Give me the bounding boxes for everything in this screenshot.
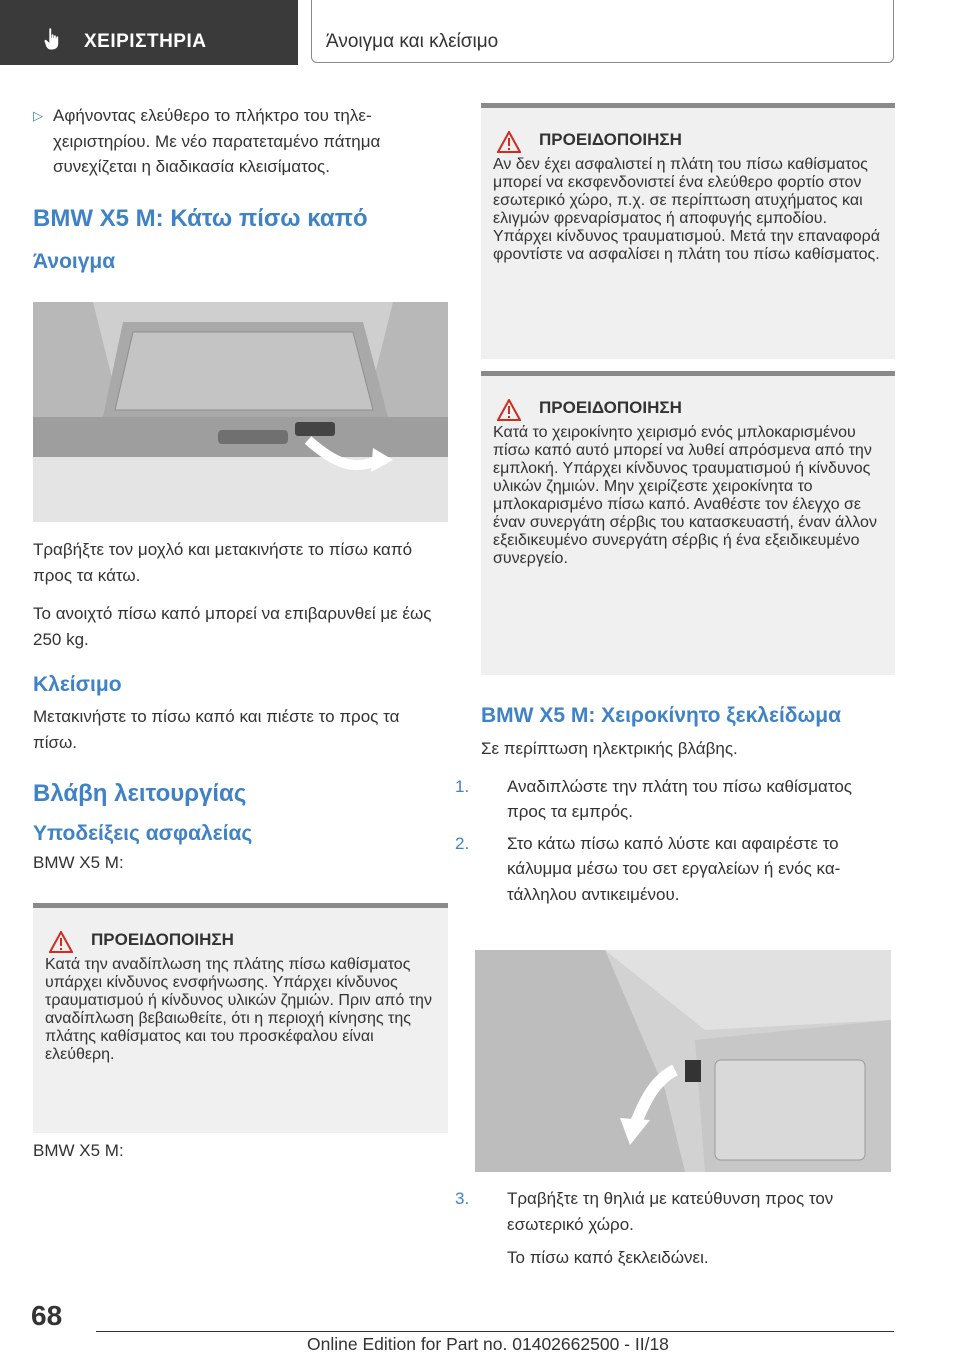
- footer-edition: Online Edition for Part no. 01402662500 - II/18: [307, 1334, 669, 1354]
- model-label-1: BMW X5 M:: [33, 853, 124, 873]
- left-column: [33, 103, 448, 275]
- step-text: Αναδιπλώστε την πλάτη του πίσω καθίσματος προς τα εμπρός.: [507, 776, 852, 822]
- bullet-item: [33, 103, 448, 180]
- step-number: 3.: [455, 1189, 470, 1208]
- hand-pointer-icon: [40, 25, 68, 53]
- header-section-label: ΧΕΙΡΙΣΤΗΡΙΑ: [84, 31, 207, 52]
- warning-triangle-icon: [497, 399, 521, 421]
- warning-title: ΠΡΟΕΙΔΟΠΟΙΗΣΗ: [45, 930, 438, 950]
- footer-rule: [96, 1331, 894, 1332]
- warning-text: Κατά την αναδίπλωση της πλάτης πίσω καθίσματος υπάρχει κίνδυνος ενσφήνωσης. Υπάρχει κίνδυνος τραυματισμού ή κίνδυνος υλικών ζημιών. Πριν από την αναδίπλωση βεβαιωθείτε, ότι η περιοχή κίνησης της πλάτης καθίσματος και του προσκέφαλου είναι ελεύθερη.: [45, 956, 432, 1063]
- fault-intro: Σε περίπτωση ηλεκτρικής βλάβης.: [481, 739, 738, 758]
- left-column-2: [33, 537, 448, 876]
- warning-triangle-icon: [49, 931, 73, 953]
- warning-title: ΠΡΟΕΙΔΟΠΟΙΗΣΗ: [493, 130, 885, 150]
- close-instruction: Μετακινήστε το πίσω καπό και πιέστε το προς τα πίσω.: [33, 706, 400, 752]
- triangle-bullet-icon: ▷: [33, 108, 43, 123]
- step-1: [455, 774, 895, 825]
- step-3: [455, 1186, 895, 1237]
- warning-text: Κατά το χειροκίνητο χειρισμό ενός μπλοκαρισμένου πίσω καπό αυτό μπορεί να λυθεί απρόσμενα από την εμπλοκή. Υπάρχει κίνδυνος τραυματισμού ή κίνδυνος υλικών ζημιών. Μην χειρίζεστε χειροκίνητα το μπλοκαρισμένο πίσω καπό. Αναθέστε τον έλεγχο σε έναν συνεργάτη σέρβις του κατασκευαστή, έναν άλλον εξειδικευμένο συνεργάτη σέρβις ή ένα εξειδικευμένο συνεργείο.: [493, 424, 877, 567]
- left-column-3: [33, 1138, 448, 1164]
- right-column-2: [455, 1186, 895, 1271]
- header-chapter-label: Άνοιγμα και κλείσιμο: [326, 31, 499, 52]
- right-column: [455, 702, 895, 908]
- warning-text: Αν δεν έχει ασφαλιστεί η πλάτη του πίσω καθίσματος μπορεί να εκσφενδονιστεί ένα ελεύθερο φορτίο στον εσωτερικό χώρο, π.χ. σε περίπτωση ατυχήματος και ελιγμών φρεναρίσματος ή αποφυγής εμποδίου. Υπάρχει κίνδυνος τραυματισμού. Μετά την επαναφορά φροντίστε να ασφαλίσει η πλάτη του πίσω καθίσματος.: [493, 156, 881, 263]
- step-number: 2.: [455, 833, 470, 853]
- model-label-2: BMW X5 M:: [33, 1141, 124, 1160]
- step-text: Τραβήξτε τη θηλιά με κατεύθυνση προς τον εσωτερικό χώρο.: [507, 1189, 834, 1234]
- heading-tailgate: BMW X5 M: Κάτω πίσω καπό: [33, 204, 368, 232]
- warning-triangle-icon: [497, 131, 521, 153]
- page-number: 68: [31, 1300, 63, 1331]
- bullet-text: Αφήνοντας ελεύθερο το πλήκτρο του τηλεχειριστηρίου. Με νέο παρατεταμένο πάτημα συνεχίζεται η διαδικασία κλεισίματος.: [53, 106, 381, 177]
- heading-manual-unlock: BMW X5 M: Χειροκίνητο ξεκλείδωμα: [481, 704, 842, 727]
- header-chapter-tab: [311, 0, 894, 63]
- heading-open: Άνοιγμα: [33, 250, 116, 274]
- heading-close: Κλείσιμο: [33, 673, 122, 697]
- warning-box-unlocked-seat: [481, 103, 895, 359]
- load-note: Το ανοιχτό πίσω καπό μπορεί να επιβαρυνθεί με έως 250 kg.: [33, 604, 432, 649]
- warning-box-seatback: [33, 903, 448, 1133]
- warning-box-manual-operation: [481, 371, 895, 675]
- step-number: 1.: [455, 776, 470, 796]
- header-section-tab: [0, 0, 298, 65]
- tailgate-lever-illustration: [33, 302, 448, 522]
- cover-removal-image: [475, 950, 891, 1172]
- cover-removal-illustration: [475, 950, 891, 1172]
- step-3-result: Το πίσω καπό ξεκλειδώνει.: [507, 1248, 709, 1268]
- open-instruction: Τραβήξτε τον μοχλό και μετακινήστε το πίσω καπό προς τα κάτω.: [33, 540, 413, 585]
- step-text: Στο κάτω πίσω καπό λύστε και αφαιρέστε το κάλυμμα μέσω του σετ εργαλείων ή ενός κατάλληλου αντικειμένου.: [507, 833, 841, 904]
- lower-tailgate-image: [33, 302, 448, 522]
- heading-safety: Υποδείξεις ασφαλείας: [33, 821, 253, 845]
- step-2: [455, 831, 895, 908]
- heading-fault: Βλάβη λειτουργίας: [33, 780, 247, 808]
- warning-title: ΠΡΟΕΙΔΟΠΟΙΗΣΗ: [493, 398, 885, 418]
